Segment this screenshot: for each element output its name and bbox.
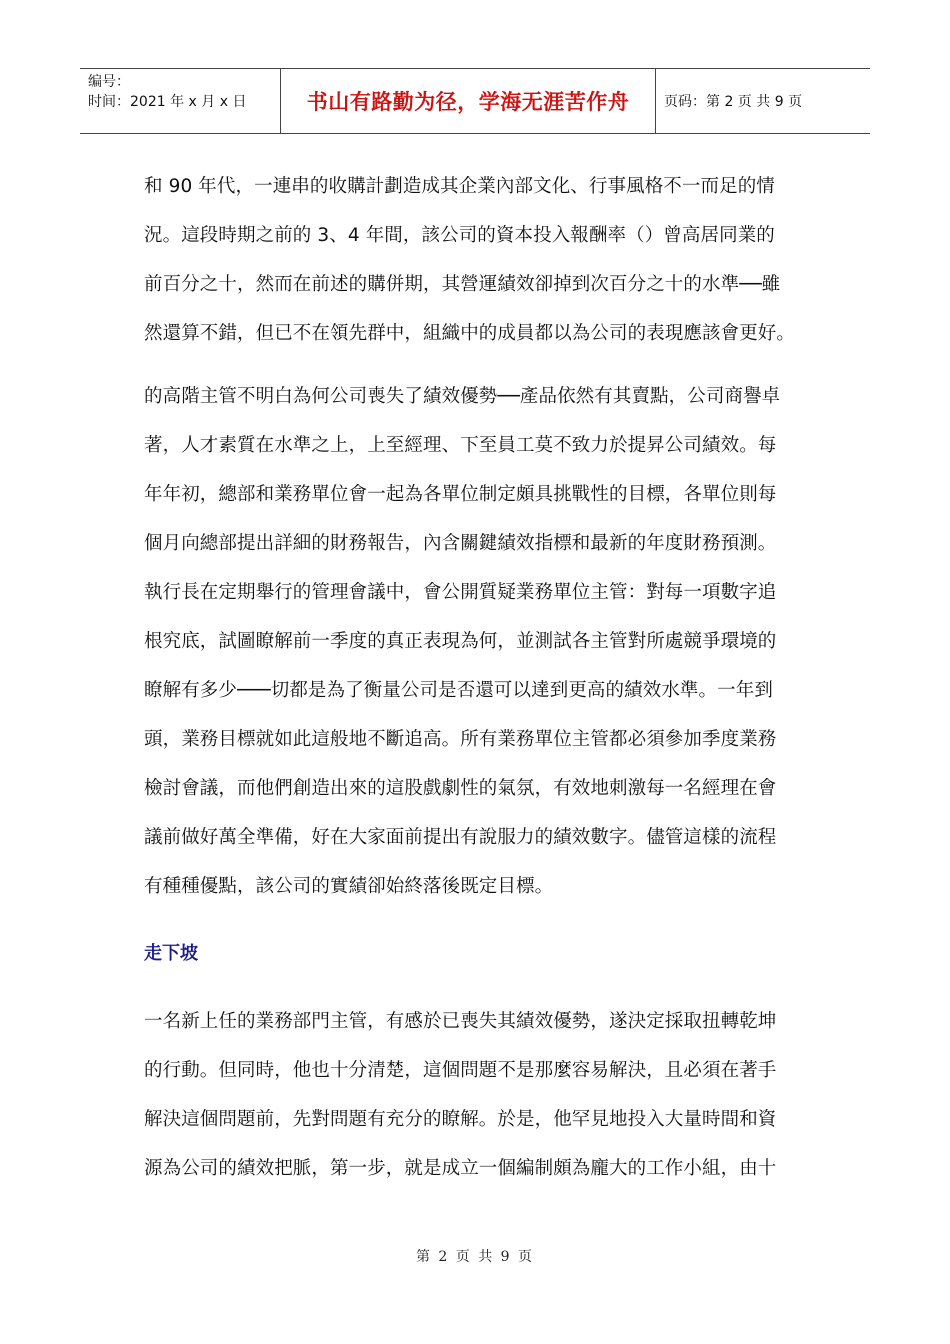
- page-footer: 第 2 页 共 9 页: [415, 1249, 535, 1265]
- text-line: 然還算不錯，但已不在領先群中，組織中的成員都以為公司的表現應該會更好。: [144, 323, 796, 344]
- text-line: 著，人才素質在水準之上，上至經理、下至員工莫不致力於提昇公司績效。每: [144, 435, 777, 456]
- text-line: 解決這個問題前，先對問題有充分的瞭解。於是，他罕見地投入大量時間和資: [144, 1109, 777, 1130]
- text-line: 頭，業務目標就如此這般地不斷追高。所有業務單位主管都必須參加季度業務: [144, 729, 777, 750]
- text-line: 的行動。但同時，他也十分清楚，這個問題不是那麼容易解決，且必須在著手: [144, 1060, 777, 1081]
- text-line: 的高階主管不明白為何公司喪失了績效優勢──產品依然有其賣點，公司商譽卓: [144, 386, 781, 407]
- paragraph-2: [144, 372, 812, 911]
- text-line: 執行長在定期舉行的管理會議中，會公開質疑業務單位主管：對每一項數字追: [144, 582, 777, 603]
- document-time-label: 时间：2021 年 x 月 x 日: [88, 94, 247, 110]
- header-meta: [80, 69, 281, 133]
- section-heading: 走下坡: [144, 943, 198, 964]
- text-line: 個月向總部提出詳細的財務報告，內含關鍵績效指標和最新的年度財務預測。: [144, 533, 777, 554]
- text-line: 一名新上任的業務部門主管，有感於已喪失其績效優勢，遂決定採取扭轉乾坤: [144, 1011, 777, 1032]
- text-line: 源為公司的績效把脈，第一步，就是成立一個編制頗為龐大的工作小組，由十: [144, 1158, 777, 1179]
- document-body: [144, 162, 812, 1193]
- text-line: 議前做好萬全準備，好在大家面前提出有說服力的績效數字。儘管這樣的流程: [144, 827, 777, 848]
- page-header: [80, 68, 870, 134]
- text-line: 有種種優點，該公司的實績卻始終落後既定目標。: [144, 876, 554, 897]
- text-line: 瞭解有多少───切都是為了衡量公司是否還可以達到更高的績效水準。一年到: [144, 680, 773, 701]
- text-line: 年年初，總部和業務單位會一起為各單位制定頗具挑戰性的目標，各單位則每: [144, 484, 777, 505]
- paragraph-3: [144, 997, 812, 1193]
- paragraph-1: [144, 162, 812, 358]
- text-line: 況。這段時期之前的 3、4 年間，該公司的資本投入報酬率（）曾高居同業的: [144, 225, 775, 246]
- header-page-info: 页码：第 2 页 共 9 页: [664, 94, 803, 110]
- text-line: 根究底，試圖瞭解前一季度的真正表現為何，並測試各主管對所處競爭環境的: [144, 631, 777, 652]
- document-number-label: 编号：: [88, 74, 130, 90]
- text-line: 前百分之十，然而在前述的購併期，其營運績效卻掉到次百分之十的水準──雖: [144, 274, 781, 295]
- text-line: 檢討會議，而他們創造出來的這股戲劇性的氣氛，有效地刺激每一名經理在會: [144, 778, 777, 799]
- header-motto: 书山有路勤为径，学海无涯苦作舟: [281, 69, 656, 133]
- text-line: 和 90 年代，一連串的收購計劃造成其企業內部文化、行事風格不一而足的情: [144, 176, 775, 197]
